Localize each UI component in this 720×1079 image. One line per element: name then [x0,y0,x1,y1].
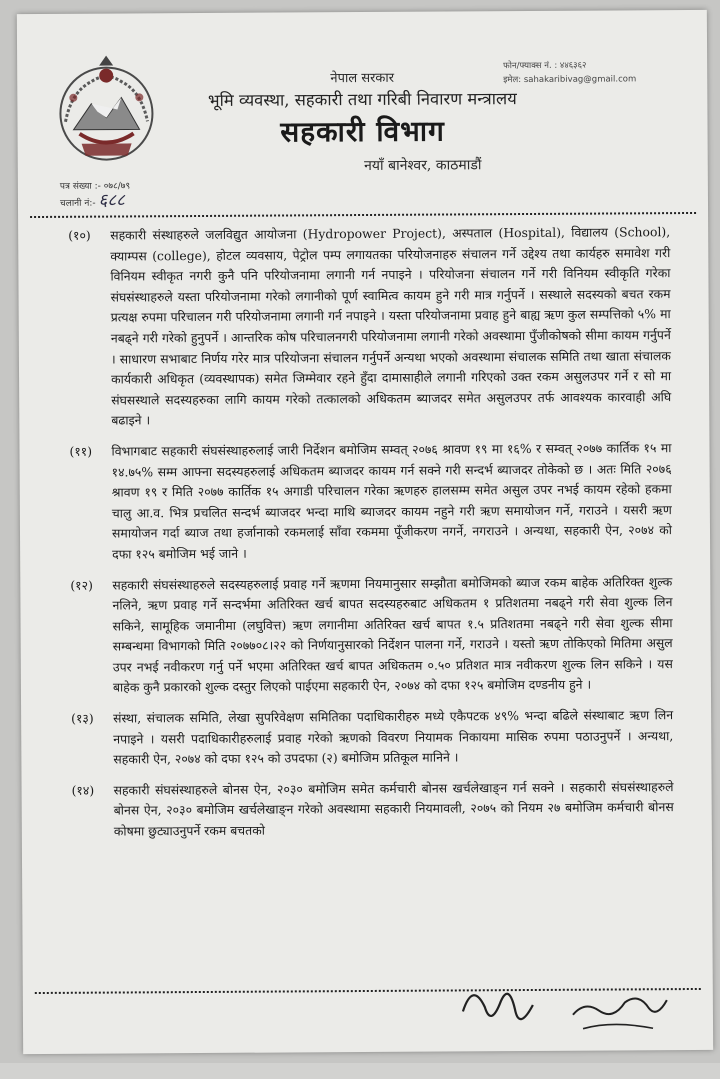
reference-block [60,179,130,210]
paragraph-number: (१२) [70,577,93,593]
paragraph-number: (११) [69,443,93,459]
paragraph-text: सहकारी संस्थाहरुले जलविद्युत आयोजना (Hydropower Project), अस्पताल (Hospital), विद्यालय (School), क्याम्पस (college), होटल व्यवसाय, पेट्रोल पम्प लगायतका परियोजनाहरु संचालन गर्ने उद्देश्य तथा कार्यहरु समावेश गरी विनियम स्वीकृत नगरी कुनै पनि परियोजनामा लगानी गर्न नपाइने । परियोजना संचालन गर्ने गरी विनियम स्वीकृति गरेका संघसंस्थाहरुले यस्ता परियोजनामा गरेको लगानीको पूर्ण स्वामित्व कायम हुने गरी मात्र गर्नुपर्ने । सस्थाले सदस्यको बचत रकम प्रत्यक्ष रुपमा परिचालन गरी परियोजनामा लगानी गर्न नपाइने । यस्ता परियोजनामा प्रवाह हुने बाह्य ऋण कुल सम्पत्तिको ५% मा नबढ्ने गरी गरेको हुनुपर्ने । आन्तरिक कोष परिचालनगरी परियोजनामा लगानी गरेको अवस्थामा पुँजीकोषको सीमा कायम गर्नुपर्ने । साधारण सभाबाट निर्णय गरेर मात्र परियोजना संचालन गर्नुपर्ने अन्यथा भएको अवस्थामा संचालक समिति तथा खाता संचालक कार्यकारी अधिकृत (व्यवस्थापक) समेत जिम्मेवार रहने हुँदा दामासाहीले लगानी गरिएको उक्त रकम असुलउपर गर्ने र सो मा संघसस्थाले सदस्यहरुका लागि कायम गरेको तत्कालको अधिकतम ब्याजदर समेत असुलउपर तर्फ आवश्यक कारवाही अघि बढाइने । [110,224,672,428]
phone-number: फोन/फ्याक्स नं. : ४४६३६२ [503,60,587,72]
paragraph-number: (१४) [71,782,95,798]
letter-number: पत्र संख्या :- ०७८/७९ [59,181,131,192]
paragraph [69,438,672,565]
under-sheet [0,1063,720,1079]
department-title: सहकारी विभाग [280,114,445,149]
paragraph-text: सहकारी संघसंस्थाहरुले सदस्यहरुलाई प्रवाह गर्ने ऋणमा नियमानुसार सम्झौता बमोजिमको ब्याज रकम बाहेक अतिरिक्त शुल्क नलिने, ऋण प्रवाह गर्ने सन्दर्भमा अतिरिक्त खर्च बापत सदस्यहरुबाट अधिकतम १ प्रतिशतमा नबढ्ने गरी सेवा शुल्क लिन सकिने, सामूहिक जमानीमा (लघुवित्त) ऋण लगानीमा अतिरिक्त खर्च बापत १.५ प्रतिशतमा नबढ्ने गरी सेवा शुल्क सीमा सम्बन्धमा विभागको मिति २०७७०८।२२ को निर्णयानुसारको निर्देशन पालना गर्ने, गराउने । यस्तो ऋण तोकिएको मितिमा असुल उपर नभई नवीकरण गर्नु पर्ने भएमा अतिरिक्त खर्च बापत अधिकतम ०.५० प्रतिशत मात्र नवीकरण शुल्क लिन सकिने । यस बाहेक कुनै प्रकारको शुल्क दस्तुर लिएको पाईएमा सहकारी ऐन, २०७४ को दफा १२५ बमोजिम दण्डनीय हुने । [112,573,673,696]
signature-icon [453,970,683,1051]
dispatch-number [59,190,130,211]
government-name: नेपाल सरकार [330,70,395,87]
paragraph-text: संस्था, संचालक समिति, लेखा सुपरिवेक्षण समितिका पदाधिकारीहरु मध्ये एकैपटक ४९% भन्दा बढिले संस्थाबाट ऋण लिन नपाइने । यसरी पदाधिकारीहरुलाई प्रवाह गरेको ऋणको विवरण नियामक निकायमा मासिक रुपमा पठाउनुपर्ने । अन्यथा, सहकारी ऐन, २०७४ को दफा १२५ को उपदफा (२) बमोजिम प्रतिकूल मानिने । [113,707,674,767]
office-location: नयाँ बानेश्वर, काठमाडौं [364,157,482,174]
paragraph [68,222,671,432]
paragraph-number: (१३) [71,710,94,726]
ministry-name: भूमि व्यवस्था, सहकारी तथा गरिबी निवारण मन्त्रालय [207,89,517,110]
dispatch-label: चलानी नं:- [59,198,96,209]
paragraph-text: विभागबाट सहकारी संघसंस्थाहरुलाई जारी निर्देशन बमोजिम सम्वत् २०७६ श्रावण १९ मा १६% र सम्वत् २०७७ कार्तिक १५ मा १४.७५% सम्म आफ्ना सदस्यहरुलाई अधिकतम ब्याजदर कायम गर्न सक्ने गरी सन्दर्भ ब्याजदर तोकेको छ । अतः मिति २०७६ श्रावण १९ र मिति २०७७ कार्तिक १५ अगाडी परिचालन गरेका ऋणहरु हालसम्म समेत असुल उपर नभई कायम रहेको हकमा चालु आ.व. भित्र प्रचलित सन्दर्भ ब्याजदर भन्दा माथि ब्याजदर कायम नहुने गरी ऋण समायोजन गर्ने, गराउने । यसरी ऋण समायोजन गर्दा ब्याज तथा हर्जानाको रकमलाई साँवा रकममा पूँजीकरण नगर्ने, नगराउने । अन्यथा, सहकारी ऐन, २०७४ को दफा १२५ बमोजिम भई जाने । [111,440,673,562]
paragraph-text: सहकारी संघसंस्थाहरुले बोनस ऐन, २०३० बमोजिम समेत कर्मचारी बोनस खर्चलेखाङ्न गर्न सक्ने । सहकारी संघसंस्थाहरुले बोनस ऐन, २०३० बमोजिम खर्चलेखाङ्न गरेको अवस्थामा सहकारी नियमावली, २०७५ को नियम २७ बमोजिम कर्मचारी बोनस कोषमा छुट्याउनुपर्ने रकम बचतको [113,778,674,839]
letter-body [68,222,674,852]
paragraph [70,572,673,699]
letter-page [17,10,713,1054]
paragraph-number: (१०) [68,227,91,243]
paragraph [71,705,673,770]
header-divider [30,212,696,218]
paragraph [72,777,674,842]
email-address: इमेल: sahakaribivag@gmail.com [503,74,637,86]
dispatch-handwritten-value: ६८८ [98,190,126,211]
